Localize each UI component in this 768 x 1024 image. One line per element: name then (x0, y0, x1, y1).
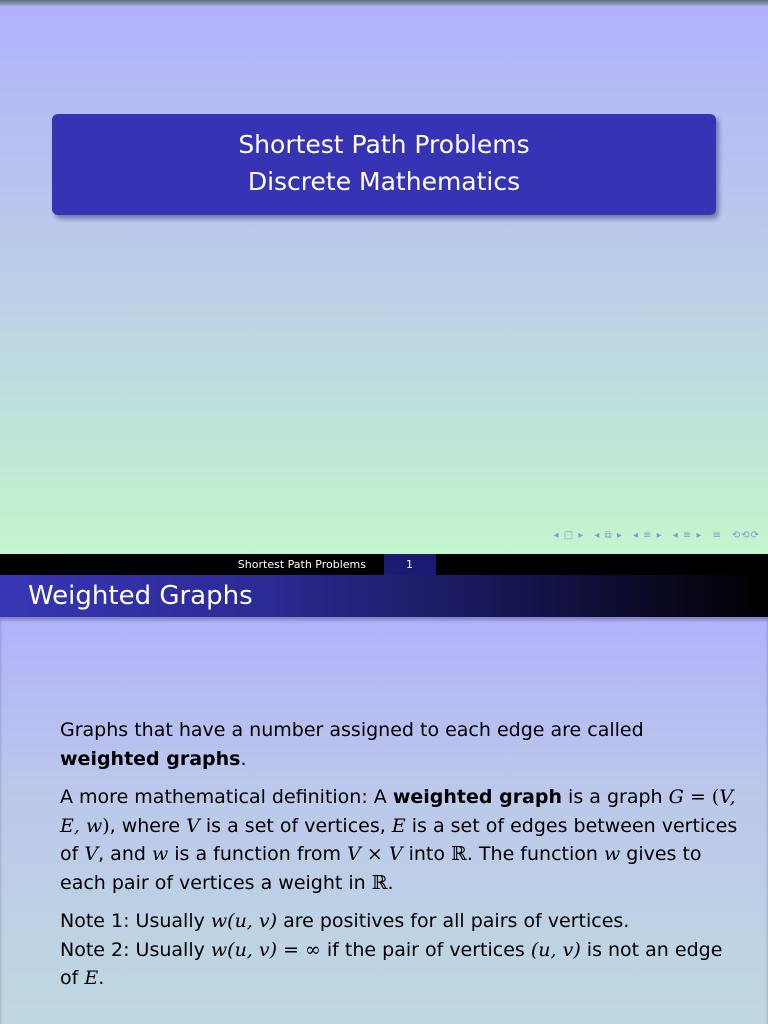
math-reals: ℝ (371, 871, 388, 894)
note-1-label: Note 1: Usually (60, 910, 211, 932)
math-V: V (347, 843, 361, 865)
note-2-label: Note 2: Usually (60, 938, 211, 961)
text: into (402, 843, 452, 865)
navigation-bar (554, 530, 761, 541)
nav-section-icon[interactable]: ◂ ≡ ▸ (632, 530, 663, 541)
title-box (52, 114, 716, 215)
text: gives to each pair of vertices a weight in (60, 843, 702, 894)
footer-title: Shortest Path Problems (237, 558, 366, 571)
math-reals: ℝ (451, 843, 467, 865)
frame-title: Weighted Graphs (28, 581, 253, 611)
text: is not an edge of (60, 938, 723, 989)
text: are positives for all pairs of vertices. (277, 910, 630, 932)
math-w: w (210, 938, 228, 961)
math-G: G (668, 786, 684, 808)
text: Graphs that have a number assigned to each edge are called (60, 719, 644, 741)
text: is a graph (562, 786, 663, 808)
math-times: × (360, 843, 389, 865)
slide-content (60, 716, 740, 1003)
paragraph-math-definition (60, 783, 740, 897)
footer-bar (0, 554, 768, 575)
math-E: E (84, 967, 99, 989)
nav-search-back-icon[interactable]: ⟲⟲⟳ (731, 530, 760, 541)
paragraph-definition (60, 716, 740, 773)
math-V: V (84, 843, 99, 865)
math-uv: (u, v) (227, 910, 278, 932)
math-w: w (151, 843, 169, 865)
title-slide (0, 6, 768, 554)
text: . The function (466, 843, 604, 865)
nav-subsection-list-icon[interactable]: ◂ ≡ ▸ (672, 530, 703, 541)
math: = ( (683, 786, 720, 808)
text: if the pair of vertices (320, 938, 531, 961)
text: is a set of edges between vertices of (60, 814, 738, 865)
text: . (240, 747, 247, 770)
frame-title-bar (0, 575, 768, 617)
footer-page-number: 1 (406, 558, 413, 571)
text: . (98, 967, 105, 989)
footer-page-area (384, 554, 436, 575)
presentation-title: Shortest Path Problems (238, 130, 530, 159)
math-w: w (210, 910, 228, 932)
text: A more mathematical definition: A (60, 786, 393, 808)
math: ) (102, 814, 110, 837)
nav-frame-icon[interactable]: ◂ □ ▸ (553, 530, 585, 541)
math-infinity: = ∞ (277, 938, 321, 961)
term-weighted-graph: weighted graph (392, 786, 563, 808)
text: , where (109, 814, 187, 837)
nav-outline-icon[interactable]: ≡ (712, 530, 722, 541)
nav-subsection-icon[interactable]: ◂ ⧉ ▸ (594, 530, 623, 541)
presentation-subtitle: Discrete Mathematics (247, 167, 521, 196)
math-uv: (u, v) (530, 938, 581, 961)
math-VEw: V, E, w (60, 786, 736, 837)
text: , and (98, 843, 152, 865)
math-w: w (603, 843, 621, 865)
math-V: V (388, 843, 403, 865)
paragraph-notes (60, 907, 740, 993)
term-weighted-graphs: weighted graphs (60, 747, 241, 770)
text: is a function from (168, 843, 348, 865)
footer-title-area (0, 554, 384, 575)
math-uv: (u, v) (227, 938, 278, 961)
math-E: E (391, 814, 406, 837)
math-V: V (186, 814, 200, 837)
text: is a set of vertices, (199, 814, 392, 837)
text: . (387, 871, 394, 894)
